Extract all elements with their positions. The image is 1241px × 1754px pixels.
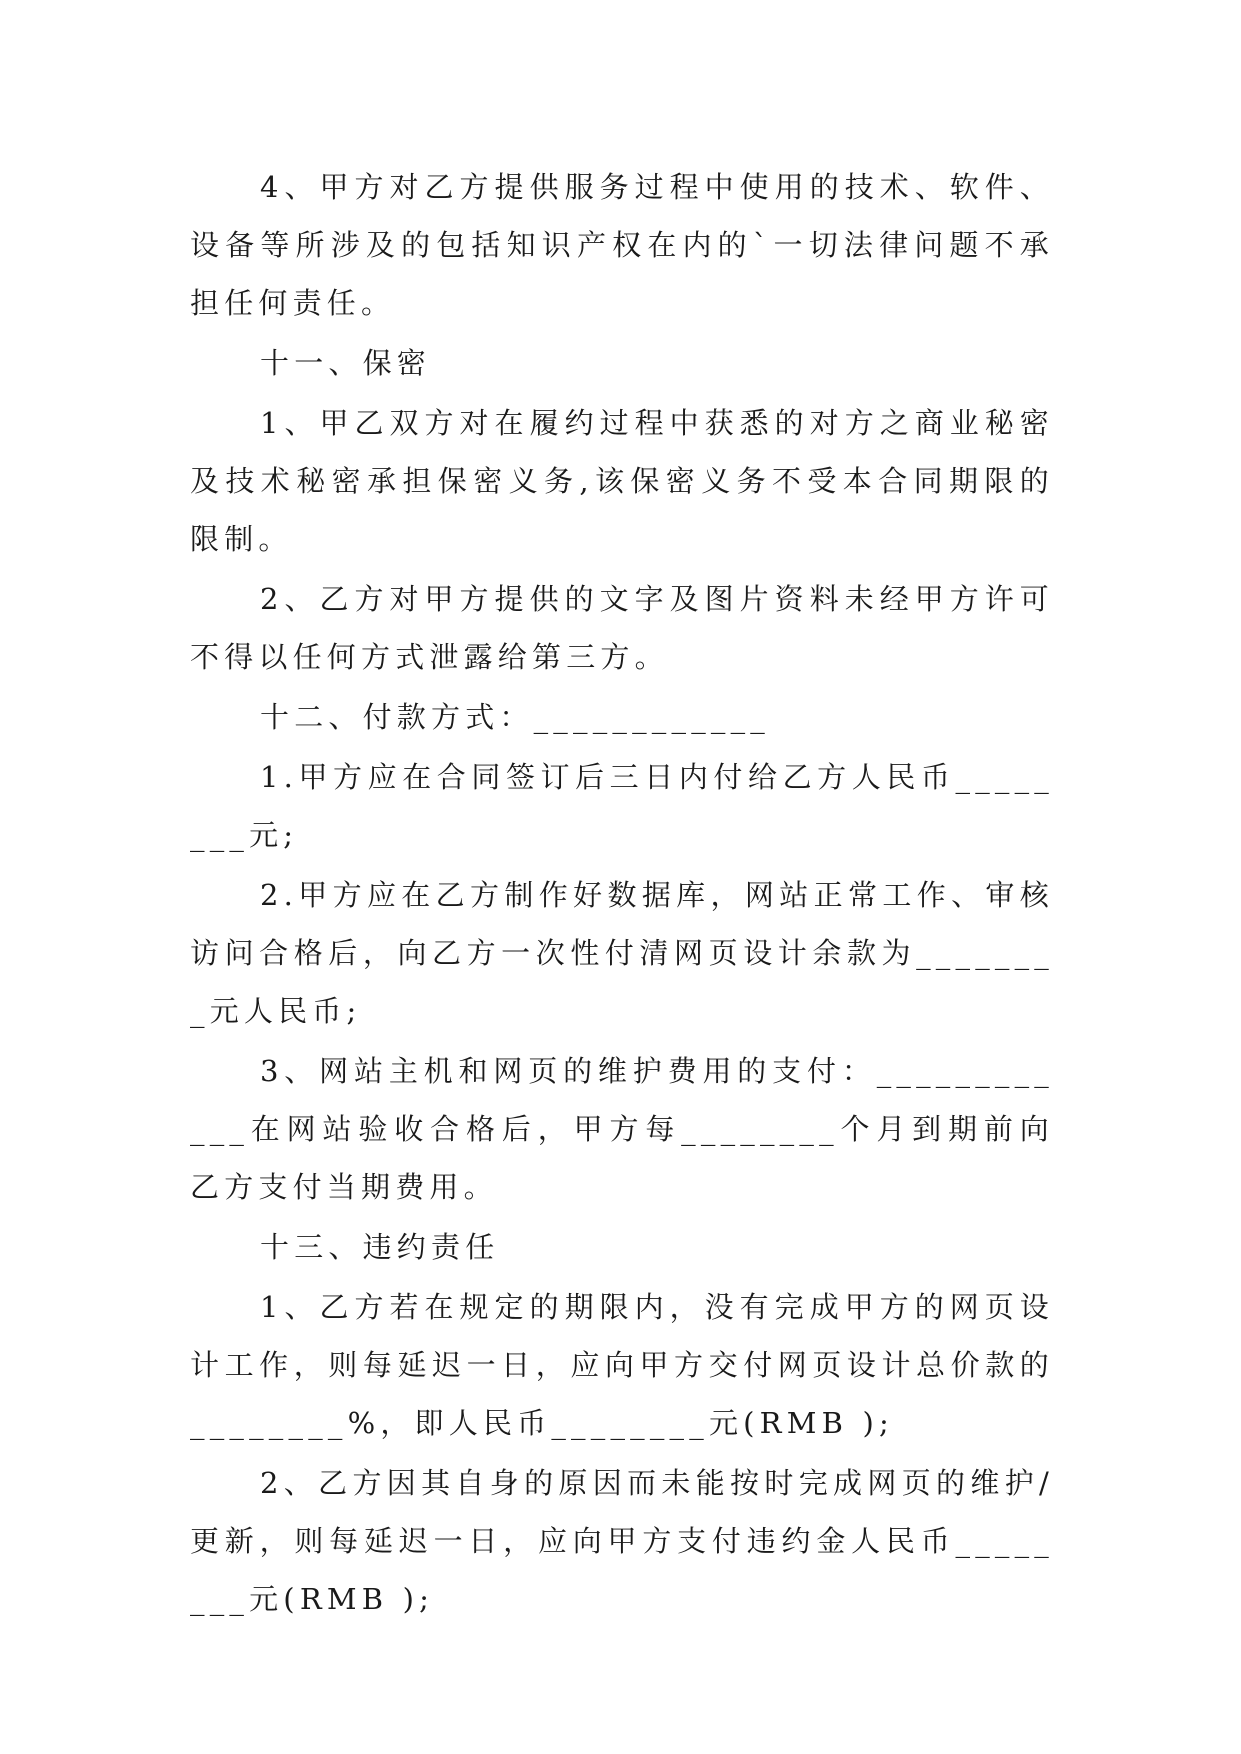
paragraph-payment-1: 1.甲方应在合同签订后三日内付给乙方人民币________元; xyxy=(190,760,1054,852)
section-heading-payment: 十二、付款方式：____________ xyxy=(260,700,771,734)
paragraph-breach-1: 1、乙方若在规定的期限内，没有完成甲方的网页设计工作，则每延迟一日，应向甲方交付网页设计总价款的________%，即人民币________元(RMB ); xyxy=(190,1290,1054,1440)
section-heading-breach: 十三、违约责任 xyxy=(260,1230,500,1264)
paragraph-confidentiality-1: 1、甲乙双方对在履约过程中获悉的对方之商业秘密及技术秘密承担保密义务,该保密义务不受本合同期限的限制。 xyxy=(190,406,1054,556)
paragraph-confidentiality-2: 2、乙方对甲方提供的文字及图片资料未经甲方许可不得以任何方式泄露给第三方。 xyxy=(190,582,1054,674)
section-heading-confidentiality: 十一、保密 xyxy=(260,346,432,380)
contract-body xyxy=(190,158,1054,1630)
paragraph-payment-2: 2.甲方应在乙方制作好数据库，网站正常工作、审核访问合格后，向乙方一次性付清网页设计余款为________元人民币; xyxy=(190,878,1054,1028)
paragraph-breach-2: 2、乙方因其自身的原因而未能按时完成网页的维护/更新，则每延迟一日，应向甲方支付违约金人民币________元(RMB ); xyxy=(190,1466,1054,1616)
paragraph-ip-liability: 4、甲方对乙方提供服务过程中使用的技术、软件、设备等所涉及的包括知识产权在内的`一切法律问题不承担任何责任。 xyxy=(190,170,1054,320)
paragraph-payment-3: 3、网站主机和网页的维护费用的支付：____________在网站验收合格后，甲方每________个月到期前向乙方支付当期费用。 xyxy=(190,1054,1054,1204)
